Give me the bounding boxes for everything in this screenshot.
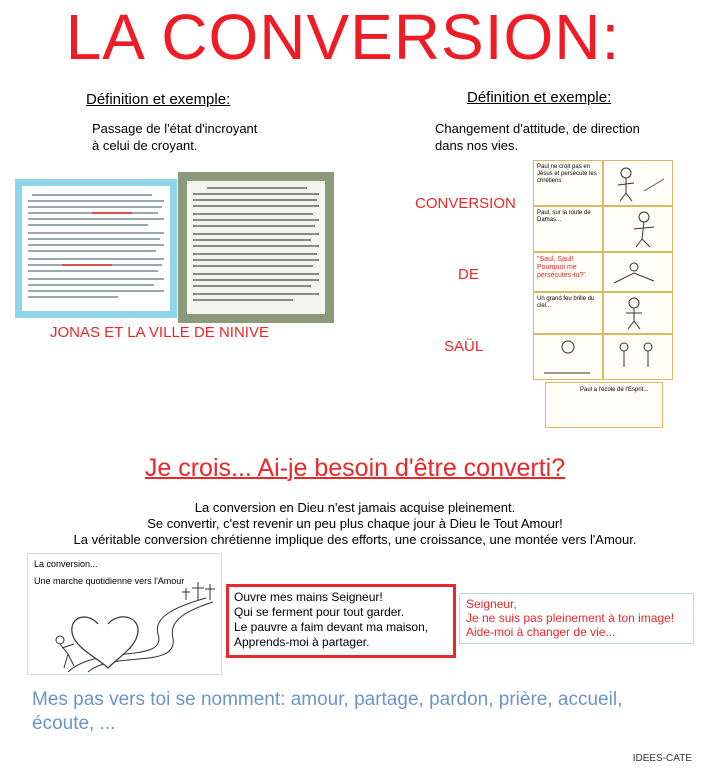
comic-caption: Paul a l'école de l'Esprit... [580,387,649,393]
prayer-line: Je ne suis pas pleinement à ton image! [466,611,675,625]
right-definition-line: Changement d'attitude, de direction [435,121,640,136]
left-definition-heading: Définition et exemple: [86,91,231,108]
prayer-box-1 [226,584,456,658]
jonas-text-image-1 [15,179,177,318]
saul-label-de: DE [458,266,479,283]
text-panel [187,181,325,314]
drawing-caption: La conversion... [34,559,98,569]
path-heart-illustration [28,554,221,674]
figure-drawing [604,161,670,203]
comic-cell [533,206,603,252]
figure-drawing [604,253,670,289]
prayer-line: Le pauvre a faim devant ma maison, [234,620,429,634]
intro-line: La véritable conversion chrétienne implique des efforts, une croissance, une montée vers l'Amour. [73,532,637,547]
right-definition-heading: Définition et exemple: [467,89,612,106]
footer-text: Mes pas vers toi se nomment: amour, partage, pardon, prière, accueil, écoute, ... [32,689,623,734]
section-subtitle: Je crois... Ai-je besoin d'être converti? [144,454,566,482]
left-definition-line: à celui de croyant. [92,138,198,153]
comic-caption: Un grand feu brille du ciel... [537,296,595,309]
figure-drawing [604,335,670,377]
text-lines-graphic [187,181,325,314]
comic-cell [603,160,673,206]
comic-cell [603,206,673,252]
comic-cell [603,334,673,380]
prayer-line: Apprends-moi à partager. [234,635,370,649]
page-title: LA CONVERSION: [65,1,621,73]
credit-text: IDEES-CATE [632,753,692,764]
intro-text [0,500,710,548]
conversion-drawing [27,553,222,675]
figure-drawing [604,207,670,249]
jonas-label: JONAS ET LA VILLE DE NINIVE [50,324,269,341]
prayer-line: Qui se ferment pour tout garder. [234,605,405,619]
prayer-line: Aide-moi à changer de vie... [466,625,616,639]
comic-cell [603,292,673,334]
comic-caption: "Saul, Saul! Pourquoi me persécutes-tu?" [537,256,586,279]
comic-caption: Paul, sur la route de Damas... [537,210,591,223]
right-definition-text [435,120,640,154]
comic-cell [533,292,603,334]
prayer-box-2 [459,593,694,644]
right-definition-line: dans nos vies. [435,138,519,153]
text-lines-graphic [22,186,170,311]
figure-drawing [604,293,670,331]
comic-cell [545,382,663,428]
intro-line: La conversion en Dieu n'est jamais acquise pleinement. [194,500,516,515]
text-panel [22,186,170,311]
prayer-line: Seigneur, [466,597,517,611]
comic-caption: Paul ne croit pas en Jésus et persécute les chrétiens [537,164,597,184]
comic-cell [533,334,603,380]
saul-comic-strip [533,160,673,428]
figure-drawing [534,335,600,377]
saul-label-conversion: CONVERSION [415,195,516,212]
saul-label-saul: SAÜL [444,338,484,355]
comic-cell [533,252,603,292]
comic-cell [533,160,603,206]
drawing-caption: Une marche quotidienne vers l'Amour [34,576,185,586]
comic-cell [603,252,673,292]
jonas-text-image-2 [178,172,334,323]
intro-line: Se convertir, c'est revenir un peu plus chaque jour à Dieu le Tout Amour! [147,516,563,531]
left-definition-text [92,120,257,154]
prayer-line: Ouvre mes mains Seigneur! [234,590,383,604]
left-definition-line: Passage de l'état d'incroyant [92,121,258,136]
